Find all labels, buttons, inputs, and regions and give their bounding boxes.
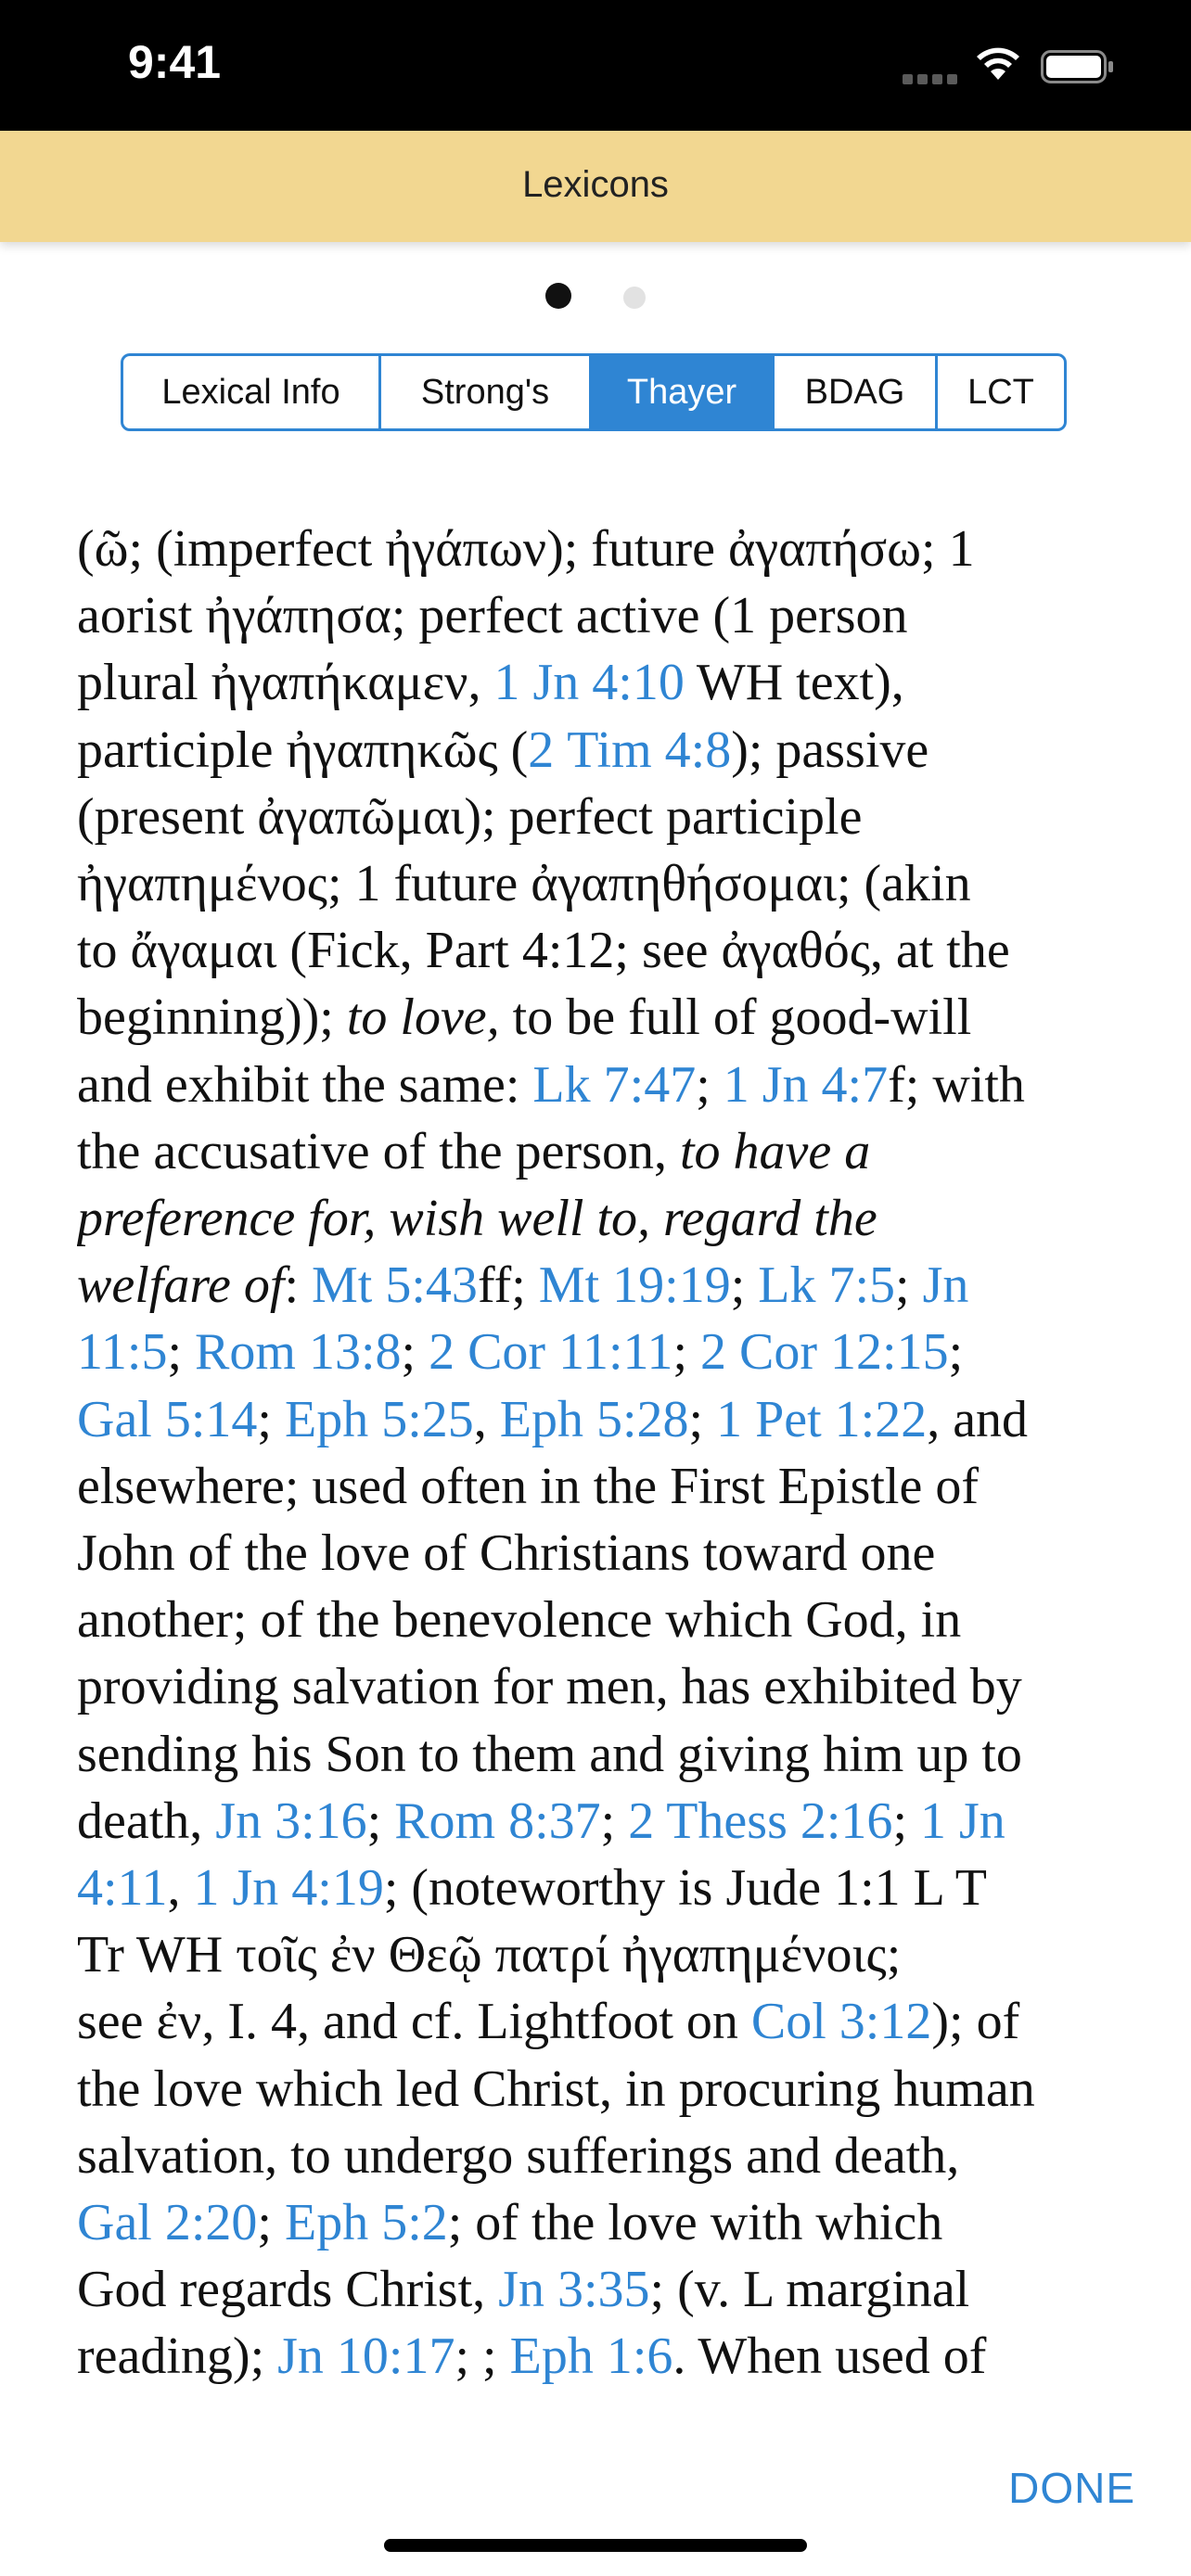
scripture-reference-link[interactable]: Jn 3:35	[498, 2261, 650, 2319]
entry-line	[77, 1453, 1125, 1520]
navigation-bar	[0, 131, 1191, 242]
entry-text: WH text),	[684, 654, 904, 712]
entry-text: ;	[257, 1390, 285, 1448]
entry-line	[77, 1118, 1125, 1185]
scripture-reference-link[interactable]: Lk 7:5	[758, 1256, 896, 1315]
entry-text: ,	[167, 1859, 194, 1918]
lexicon-tabs	[121, 353, 1067, 431]
scripture-reference-link[interactable]: 2 Cor 11:11	[429, 1323, 673, 1382]
entry-text: ); passive	[731, 721, 929, 779]
entry-text: another; of the benevolence which God, in	[77, 1591, 962, 1650]
entry-line	[77, 1721, 1125, 1788]
cellular-signal-icon	[903, 72, 962, 89]
entry-text: ;	[672, 1323, 701, 1382]
entry-line	[77, 784, 1125, 850]
entry-text: :	[284, 1256, 313, 1315]
page-indicator[interactable]	[0, 283, 1191, 313]
scripture-reference-link[interactable]: 1 Jn 4:19	[193, 1859, 384, 1918]
entry-text: ;	[366, 1792, 395, 1850]
entry-text: (present ἀγαπῶμαι); perfect participle	[77, 787, 863, 846]
entry-line	[77, 984, 1125, 1051]
entry-text: to love,	[346, 988, 500, 1047]
scripture-reference-link[interactable]: 1 Pet 1:22	[716, 1390, 928, 1448]
home-indicator	[384, 2539, 807, 2552]
page-dot-1[interactable]	[545, 283, 571, 309]
entry-text: sending his Son to them and giving him up to	[77, 1725, 1022, 1783]
scripture-reference-link[interactable]: 4:11	[77, 1859, 168, 1918]
entry-line	[77, 1185, 1125, 1252]
tab-bdag[interactable]	[775, 356, 938, 428]
scripture-reference-link[interactable]: Rom 8:37	[394, 1792, 601, 1850]
entry-text: , and	[927, 1390, 1029, 1448]
entry-line	[77, 649, 1125, 716]
entry-line	[77, 717, 1125, 784]
status-bar	[0, 0, 1191, 131]
status-time: 9:41	[128, 36, 222, 88]
nav-title: Lexicons	[522, 164, 669, 205]
entry-text: salvation, to undergo sufferings and death,	[77, 2126, 960, 2185]
entry-text: death,	[77, 1792, 216, 1850]
scripture-reference-link[interactable]: Lk 7:47	[532, 1055, 697, 1114]
entry-text: ); of	[931, 1993, 1020, 2051]
entry-text: to ἄγαμαι (Fick, Part 4:12; see ἀγαθός, at the	[77, 922, 1010, 980]
scripture-reference-link[interactable]: 2 Thess 2:16	[628, 1792, 893, 1850]
scripture-reference-link[interactable]: Eph 5:25	[284, 1390, 474, 1448]
entry-line	[77, 1988, 1125, 2055]
entry-text: beginning));	[77, 988, 347, 1047]
entry-line	[77, 1788, 1125, 1855]
entry-text: ; of the love with which	[447, 2194, 943, 2252]
entry-text: ;	[401, 1323, 429, 1382]
entry-line	[77, 917, 1125, 984]
done-button[interactable]: DONE	[1008, 2464, 1135, 2512]
tab-label: Strong's	[420, 372, 550, 412]
entry-text: to have a	[679, 1122, 871, 1180]
entry-line	[77, 2323, 1125, 2390]
entry-text: God regards Christ,	[77, 2261, 499, 2319]
entry-text: (ῶ; (imperfect ἠγάπων); future ἀγαπήσω; 1	[77, 520, 975, 578]
entry-text: participle ἠγαπηκῶς (	[77, 721, 529, 779]
entry-text: ;	[167, 1323, 196, 1382]
entry-line	[77, 516, 1125, 582]
scripture-reference-link[interactable]: Jn 3:16	[215, 1792, 367, 1850]
entry-text: ;	[688, 1390, 717, 1448]
scripture-reference-link[interactable]: Col 3:12	[750, 1993, 932, 2051]
scripture-reference-link[interactable]: 2 Tim 4:8	[528, 721, 732, 779]
entry-text: ;	[257, 2194, 285, 2252]
scripture-reference-link[interactable]: Mt 19:19	[538, 1256, 731, 1315]
entry-text: ;	[892, 1792, 920, 1850]
entry-text: plural ἠγαπήκαμεν,	[77, 654, 494, 712]
entry-line	[77, 1855, 1125, 1921]
entry-line	[77, 1587, 1125, 1653]
entry-line	[77, 2056, 1125, 2123]
scripture-reference-link[interactable]: Eph 5:2	[284, 2194, 448, 2252]
battery-icon	[1041, 50, 1115, 88]
scripture-reference-link[interactable]: 2 Cor 12:15	[700, 1323, 949, 1382]
entry-text: preference for, wish well to, regard the	[77, 1190, 877, 1248]
entry-text: see ἐν, I. 4, and cf. Lightfoot on	[77, 1993, 751, 2051]
wifi-icon	[973, 45, 1023, 86]
scripture-reference-link[interactable]: Jn 10:17	[277, 2327, 455, 2386]
tab-strongs[interactable]	[381, 356, 592, 428]
entry-line	[77, 1921, 1125, 1988]
entry-line	[77, 2123, 1125, 2189]
entry-text: ; (noteworthy is Jude 1:1 L T	[383, 1859, 987, 1918]
tab-label: BDAG	[804, 372, 905, 412]
entry-text: ; ;	[455, 2327, 510, 2386]
entry-text: welfare of	[77, 1256, 285, 1315]
tab-lexical-info[interactable]	[123, 356, 381, 428]
scripture-reference-link[interactable]: 1 Jn	[920, 1792, 1005, 1850]
page-dot-2[interactable]	[623, 287, 646, 309]
scripture-reference-link[interactable]: Eph 1:6	[509, 2327, 673, 2386]
lexicon-entry-text	[77, 516, 1125, 2454]
entry-line	[77, 1052, 1125, 1118]
entry-text: the accusative of the person,	[77, 1122, 680, 1180]
scripture-reference-link[interactable]: Rom 13:8	[195, 1323, 402, 1382]
entry-text: Tr WH τοῖς ἐν Θεῷ πατρί ἠγαπημένοις;	[77, 1926, 902, 1984]
entry-text: ;	[730, 1256, 759, 1315]
entry-text: elsewhere; used often in the First Epistle of	[77, 1457, 979, 1515]
entry-text: and exhibit the same:	[77, 1055, 533, 1114]
entry-text: John of the love of Christians toward one	[77, 1524, 936, 1583]
scripture-reference-link[interactable]: Eph 5:28	[499, 1390, 689, 1448]
tab-label: LCT	[967, 372, 1034, 412]
scripture-reference-link[interactable]: Gal 2:20	[77, 2194, 258, 2252]
entry-text: . When used of	[672, 2327, 987, 2386]
entry-text: aorist ἠγάπησα; perfect active (1 person	[77, 587, 908, 645]
entry-text: ;	[696, 1055, 724, 1114]
scripture-reference-link[interactable]: Gal 5:14	[77, 1390, 258, 1448]
tab-label: Lexical Info	[161, 372, 340, 412]
scripture-reference-link[interactable]: 1 Jn 4:10	[493, 654, 685, 712]
scripture-reference-link[interactable]: 11:5	[77, 1323, 168, 1382]
entry-text: to be full of good-will	[499, 988, 972, 1047]
scripture-reference-link[interactable]: Jn	[922, 1256, 969, 1315]
entry-text: providing salvation for men, has exhibited by	[77, 1658, 1022, 1716]
entry-text: ff;	[477, 1256, 539, 1315]
entry-line	[77, 582, 1125, 649]
entry-text: ; (v. L marginal	[649, 2261, 970, 2319]
entry-text: ;	[948, 1323, 964, 1382]
entry-text: ;	[895, 1256, 923, 1315]
entry-line	[77, 1252, 1125, 1319]
entry-line	[77, 2189, 1125, 2256]
entry-text: ,	[473, 1390, 500, 1448]
entry-line	[77, 1653, 1125, 1720]
scripture-reference-link[interactable]: 1 Jn 4:7	[723, 1055, 889, 1114]
entry-line	[77, 2256, 1125, 2323]
entry-text: the love which led Christ, in procuring human	[77, 2060, 1035, 2118]
entry-text: ἠγαπημένος; 1 future ἀγαπηθήσομαι; (akin	[77, 855, 971, 913]
scripture-reference-link[interactable]: Mt 5:43	[312, 1256, 478, 1315]
tab-label: Thayer	[626, 372, 737, 412]
entry-text: ;	[600, 1792, 629, 1850]
entry-text: f; with	[888, 1055, 1025, 1114]
entry-line	[77, 850, 1125, 917]
tab-lct[interactable]	[938, 356, 1064, 428]
entry-text: reading);	[77, 2327, 278, 2386]
entry-line	[77, 1520, 1125, 1587]
entry-line	[77, 1386, 1125, 1453]
entry-line	[77, 1319, 1125, 1385]
tab-thayer[interactable]	[592, 356, 775, 428]
